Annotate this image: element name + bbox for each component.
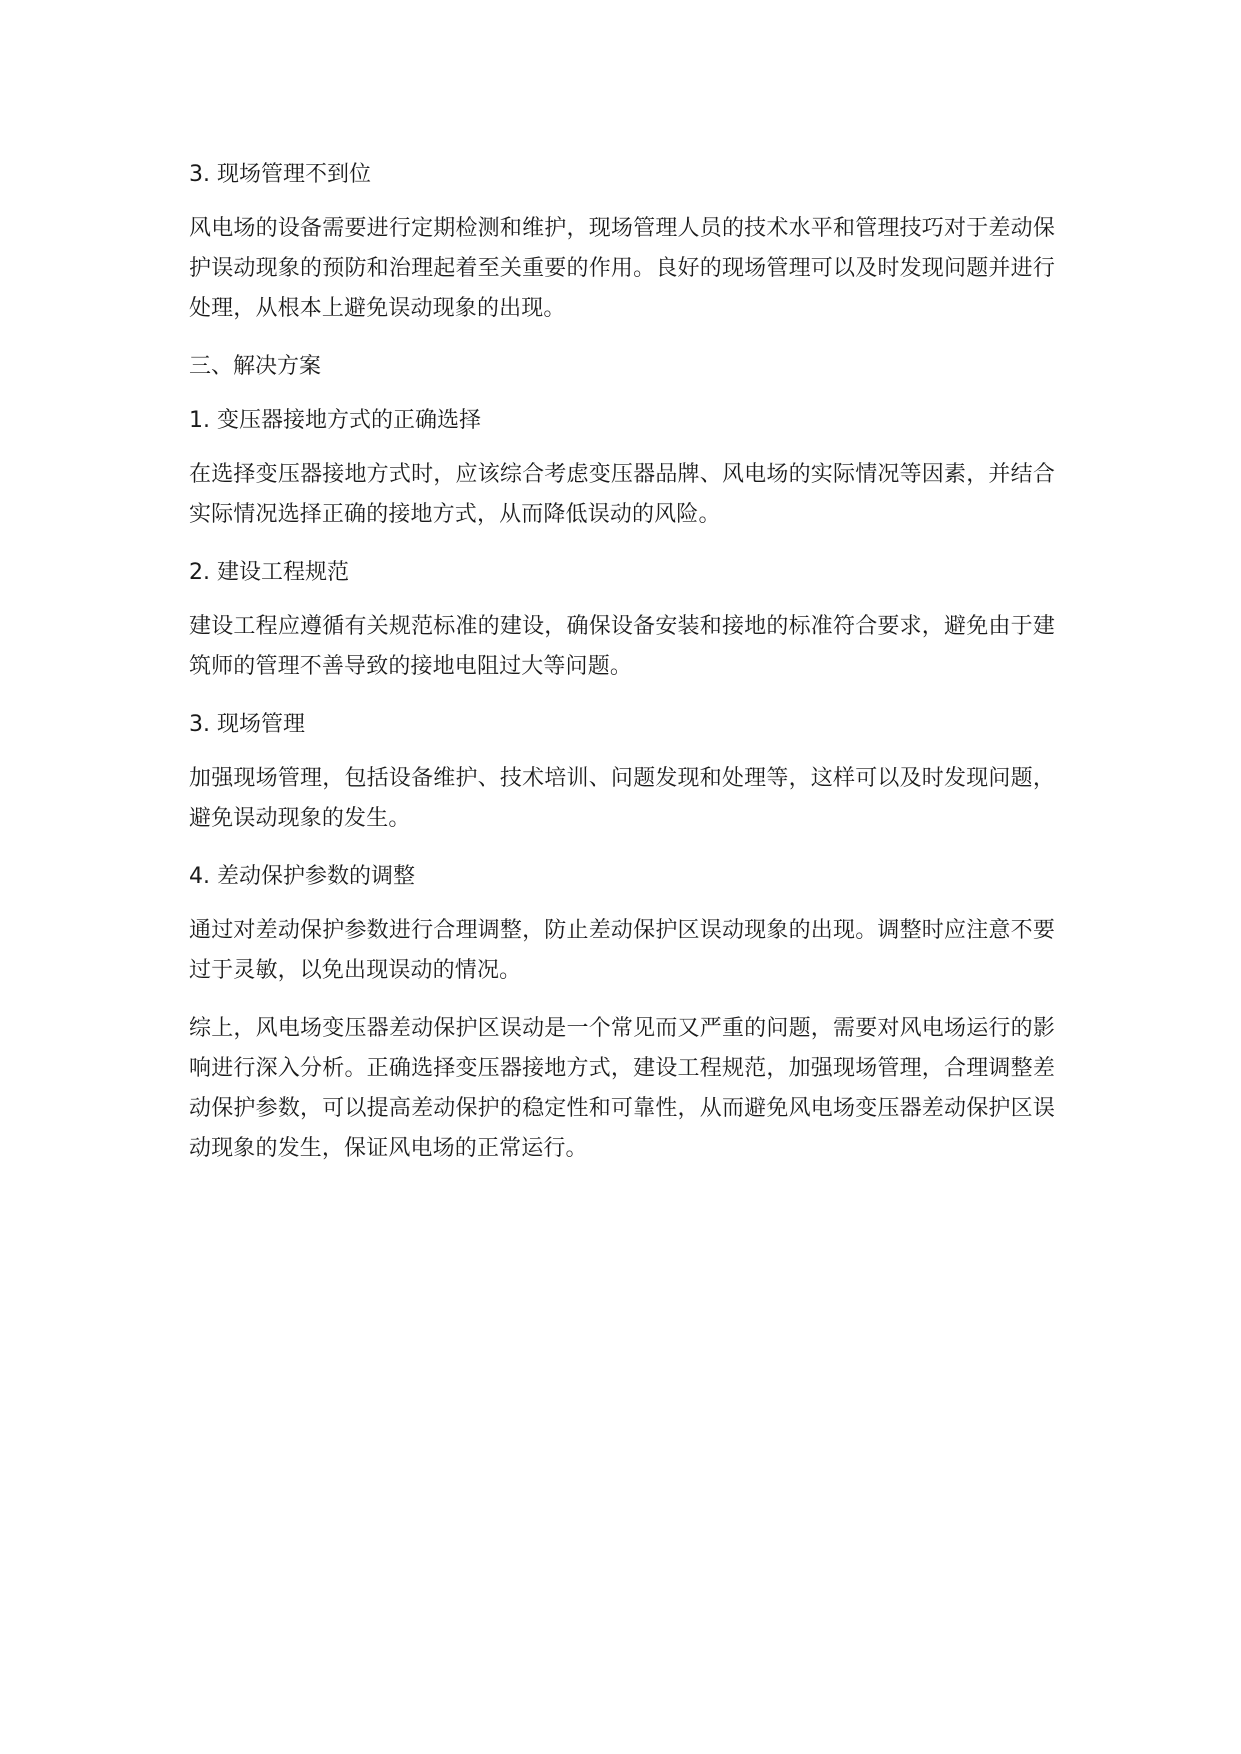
section-heading-onsite-management-inadequate: 3. 现场管理不到位 — [189, 162, 371, 187]
document-body — [189, 155, 1055, 1187]
section-heading-onsite-management: 3. 现场管理 — [189, 712, 305, 737]
paragraph-conclusion: 综上，风电场变压器差动保护区误动是一个常见而又严重的问题，需要对风电场运行的影响进行深入分析。正确选择变压器接地方式，建设工程规范，加强现场管理，合理调整差动保护参数，可以提高差动保护的稳定性和可靠性，从而避免风电场变压器差动保护区误动现象的发生，保证风电场的正常运行。 — [189, 1016, 1055, 1161]
section-heading-grounding-method: 1. 变压器接地方式的正确选择 — [189, 408, 481, 433]
section-heading-construction-standards: 2. 建设工程规范 — [189, 560, 349, 585]
paragraph-parameter-adjustment: 通过对差动保护参数进行合理调整，防止差动保护区误动现象的出现。调整时应注意不要过于灵敏，以免出现误动的情况。 — [189, 918, 1055, 983]
paragraph-construction-standards: 建设工程应遵循有关规范标准的建设，确保设备安装和接地的标准符合要求，避免由于建筑师的管理不善导致的接地电阻过大等问题。 — [189, 614, 1055, 679]
paragraph-onsite-management: 加强现场管理，包括设备维护、技术培训、问题发现和处理等，这样可以及时发现问题，避免误动现象的发生。 — [189, 766, 1055, 831]
chapter-heading-solutions: 三、解决方案 — [189, 354, 322, 379]
section-heading-parameter-adjustment: 4. 差动保护参数的调整 — [189, 864, 415, 889]
paragraph-onsite-management-description: 风电场的设备需要进行定期检测和维护，现场管理人员的技术水平和管理技巧对于差动保护误动现象的预防和治理起着至关重要的作用。良好的现场管理可以及时发现问题并进行处理，从根本上避免误动现象的出现。 — [189, 216, 1055, 321]
paragraph-grounding-method: 在选择变压器接地方式时，应该综合考虑变压器品牌、风电场的实际情况等因素，并结合实际情况选择正确的接地方式，从而降低误动的风险。 — [189, 462, 1055, 527]
